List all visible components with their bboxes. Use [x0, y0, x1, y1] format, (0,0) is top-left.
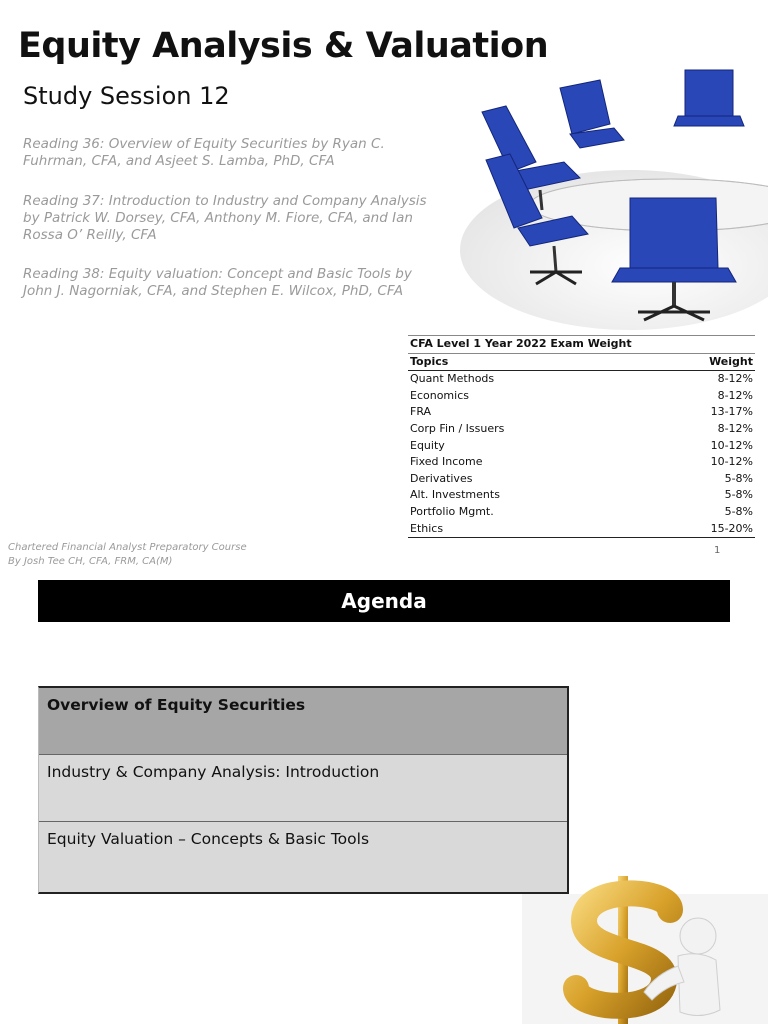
reading-36-text: Reading 36: Overview of Equity Securities by Ryan C. Fuhrman, CFA, and Asjeet S. Lamba, PhD, CFA [23, 136, 385, 169]
topic-cell: Equity [410, 438, 445, 452]
agenda-item-equity-securities[interactable]: Overview of Equity Securities [39, 688, 567, 755]
table-row [408, 404, 755, 421]
topic-cell: Derivatives [410, 471, 473, 485]
chair-2 [674, 70, 744, 126]
table-row [408, 421, 755, 438]
weight-cell: 10-12% [710, 455, 753, 469]
topic-cell: FRA [410, 405, 432, 419]
topic-cell: Corp Fin / Issuers [410, 421, 505, 435]
agenda-item-equity-valuation[interactable]: Equity Valuation – Concepts & Basic Tools [39, 822, 567, 892]
slide-subtitle: Study Session 12 [23, 82, 230, 110]
weight-cell: 15-20% [641, 521, 755, 538]
table-row [408, 487, 755, 504]
topic-cell: Portfolio Mgmt. [410, 504, 494, 518]
reading-37-text: Reading 37: Introduction to Industry and Company Analysis by Patrick W. Dorsey, CFA, Anthony M. Fiore, CFA, and Ian Rossa O’ Reilly, CFA [23, 193, 427, 243]
agenda-item-industry-analysis[interactable]: Industry & Company Analysis: Introduction [39, 755, 567, 822]
footer-author: By Josh Tee CH, CFA, FRM, CA(M) [8, 556, 173, 567]
table-row [408, 521, 755, 538]
table-header-row [408, 353, 755, 371]
agenda-header: Agenda [38, 580, 730, 622]
agenda-list [38, 686, 569, 894]
table-row [408, 504, 755, 521]
footer-course: Chartered Financial Analyst Preparatory Course [8, 542, 247, 553]
weight-cell: 8-12% [717, 388, 753, 402]
slide-footer [8, 541, 247, 569]
exam-weight-table [408, 335, 755, 538]
office-chairs-illustration [420, 60, 768, 330]
topic-cell: Quant Methods [410, 372, 495, 386]
reading-38-text: Reading 38: Equity valuation: Concept and Basic Tools by John J. Nagorniak, CFA, and Stephen E. Wilcox, PhD, CFA [23, 266, 412, 299]
weight-cell: 5-8% [724, 504, 753, 518]
weight-cell: 13-17% [710, 405, 753, 419]
weight-cell: 10-12% [710, 438, 753, 452]
table-row [408, 471, 755, 488]
weight-cell: 8-12% [717, 372, 753, 386]
header-topics: Topics [408, 353, 641, 371]
header-weight: Weight [641, 353, 755, 371]
dollar-sign-icon [576, 876, 670, 1024]
table-row [408, 438, 755, 455]
topic-cell: Economics [410, 388, 469, 402]
chair-1 [560, 80, 624, 148]
topic-cell: Alt. Investments [410, 488, 500, 502]
slide-title: Equity Analysis & Valuation [18, 26, 549, 66]
table-row [408, 388, 755, 405]
table-row [408, 371, 755, 388]
weight-cell: 5-8% [724, 471, 753, 485]
table-row [408, 454, 755, 471]
weight-cell: 5-8% [724, 488, 753, 502]
table-caption-row [408, 336, 755, 354]
weight-cell: 8-12% [717, 421, 753, 435]
dollar-sign-person-illustration [560, 870, 768, 1024]
topic-cell: Fixed Income [410, 455, 483, 469]
page-number: 1 [714, 545, 721, 556]
topic-cell: Ethics [408, 521, 641, 538]
table-caption: CFA Level 1 Year 2022 Exam Weight [408, 336, 755, 354]
